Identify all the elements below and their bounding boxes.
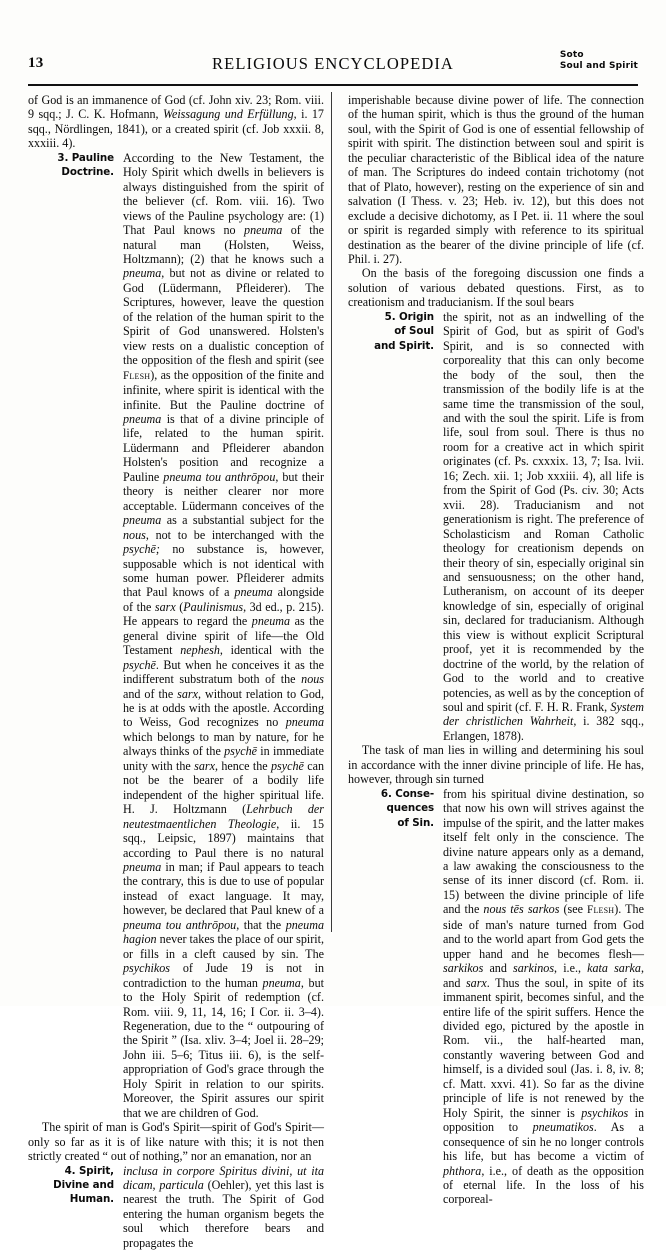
greek-term: psychē (123, 657, 156, 672)
greek-term: pneuma tou anthrōpou (163, 469, 276, 484)
greek-term: kata sarka (587, 961, 641, 976)
greek-term: phthora (443, 1163, 482, 1178)
text-run: no substance is, however, supposable which is not identical with some human power. Pfleiderer admits that Paul knows of a (123, 542, 324, 600)
text-run: , 3d ed., p. 215). He appears to regard the (123, 599, 324, 629)
greek-term: pneuma (123, 513, 162, 528)
greek-term: psychē (270, 758, 304, 773)
text-run: , i. 382 sqq., Erlangen, 1878). (443, 714, 645, 743)
text-run: , ii. 15 sqq., Leipsic, 1897) maintains that according to Paul there is no natural (123, 816, 324, 860)
text-run: in opposition to (443, 1105, 645, 1135)
greek-term: pneuma (285, 715, 324, 730)
section-4-block (28, 1120, 324, 1250)
text-run: from his spiritual divine destination, so that now his own will strives against the impulse of the spirit, and the latter makes itself felt only in the conscience. The divine nature appears only as a demand, a law awaking the consciousness to the sense of its inner discord (cf. Rom. ii. 15) between the divine principle of life and the (443, 786, 644, 917)
text-run: of Jude 19 is not in contradiction to the human (123, 961, 324, 990)
greek-term: sarx (177, 686, 198, 701)
text-run: (see (559, 902, 588, 917)
greek-term: pneuma (262, 975, 301, 990)
text-run: , but to the Holy Spirit of redemption (cf. Rom. viii. 9, 11, 14, 16; I Cor. ii. 3–4). Regeneration, due to the “ outpouring of the Spirit ” (Isa. xliv. 3–4; Joel ii. 28–29; John iii. 5–6; Titus iii. 6), is the self-appropriation of God's grace through the Holy Spirit in relation to our spirits. Moreover, the Spirit assures our spirit that we are children of God. (123, 975, 324, 1120)
text-run: . But when he conceives it as the indifferent substratum both of the (123, 657, 324, 687)
text-run: the spirit, not as an indwelling of the Spirit of God, but as spirit of God's Spirit, and is so connected with corporeality that this can only become the body of the soul, then the transmission of the bodily life is at the same time the transmission of the soul, and with the soul the spirit. Life is from life, soul from soul. There is thus no room for a creative act in which spirit originates (cf. Ps. cxxxix. 13, 7; Isa. lvii. 16; Zech. xii. 1; Job xxxiii. 4), all life is from the Spirit of God (Ps. civ. 30; Acts xvii. 28). Traducianism and not generationism is right. The preference of Scholasticism and Roman Catholic theology for creationism depends on their theory of sin, especially original sin and sensuousness; on the other hand, Lutheranism, on account of its deeper knowledge of sin, especially of original sin, declared for traducianism. Although this view is without explicit Scriptural proof, yet it is recommended by the doctrine of the world, by the relation of God to the world and to creative potencies, as well as by the conception of soul and spirit (cf. F. H. R. Frank, (443, 309, 644, 715)
text-run: ). The side of man's nature turned from God and to the world apart from God gets the upper hand and he becomes flesh— (443, 902, 644, 961)
greek-term: pneuma (244, 223, 283, 238)
running-head-entry-soto: Soto (559, 50, 584, 60)
page-number: 13 (28, 55, 44, 71)
greek-term: pneuma hagion (123, 917, 324, 947)
greek-term: sarx (194, 758, 215, 773)
sidehead-line: of Sin. (397, 816, 434, 829)
greek-term: nous (301, 672, 324, 687)
cited-work-title: System der christlichen Wahrheit (443, 700, 644, 729)
text-run: The spirit of man is God's Spirit—spirit of God's Spirit—only so far as it is of like nature with this; it is not then strictly created “ out of nothing,” nor an emanation, nor an (28, 1120, 324, 1164)
text-run: never takes the place of our spirit, or fills in a cleft caused by sin. The (123, 932, 324, 961)
cross-reference-flesh: Flesh (587, 904, 615, 917)
text-run: and of the (123, 686, 178, 701)
section-4-paragraph (123, 1164, 324, 1250)
greek-term: pneuma (123, 860, 162, 875)
sidehead-line: 5. Origin (384, 310, 434, 323)
right-column (348, 93, 644, 1207)
text-run: of the natural man (Holsten, Weiss, Holtzmann); (2) that he knows such a (123, 223, 324, 266)
header-rule (28, 84, 638, 86)
cited-work-title: Paulinismus (183, 599, 244, 614)
sidehead-line: of Soul (394, 325, 434, 338)
text-run: , i. 17 sqq., Nördlingen, 1841), or a created spirit (cf. Job xxxii. 8, xxxiii. 4). (28, 107, 324, 151)
text-run: , but not as divine or related to God (Lüdermann, Pfleiderer). The Scriptures, however, leave the question of the relation of the human spirit to the Spirit of God unanswered. Holsten's view rests on a dualistic conception of the opposition of the flesh and spirit (see (123, 266, 324, 368)
running-head (28, 52, 638, 82)
text-run: , i.e., (554, 961, 588, 976)
latin-quotation: inclusa in corpore Spiritus divini, ut ita dicam, particula (123, 1163, 324, 1192)
greek-term: pneuma (251, 614, 291, 629)
book-title: RELIGIOUS ENCYCLOPEDIA (212, 54, 454, 73)
greek-term: nous (123, 527, 146, 542)
text-run: as the general divine spirit of life—the Old Testament (123, 614, 324, 658)
paragraph-continued: imperishable because divine power of life. The connection of the human spirit, which is thus the ground of the human soul, with the Spirit of God is one of essential fellowship of spirit with spirit. The distinction between soul and spirit is the peculiar characteristic of the Biblical idea of the nature of man. The Scriptures do indeed contain trichotomy (not that of Plato, however), resting on the experience of sin and salvation (I Thess. v. 23; Heb. iv. 12), but this does not exclude a decisive dichotomy, as I Pet. ii. 11 where the soul or spirit is regarded simply with reference to its spiritual destination as the bearer of the divine principle of life (cf. Phil. i. 27). (348, 93, 644, 266)
column-divider (331, 92, 332, 932)
text-run: can not be the bearer of a bodily life independent of the higher spiritual life. H. J. Holtzmann ( (123, 758, 324, 817)
text-run: . As a consequence of sin he no longer controls his life, but has become a victim of (443, 1120, 644, 1164)
sidehead-line: and Spirit. (374, 339, 434, 352)
greek-term: psychē; (123, 542, 160, 557)
greek-term: pneuma tou anthrōpou (123, 917, 237, 932)
text-run: , identical with the (219, 643, 324, 658)
text-run: According to the New Testament, the Holy Spirit which dwells in believers is always distinguished from the spirit of the believer (cf. Rom. viii. 16). Two views of the Pauline psychology are: (1) That Paul knows no (123, 150, 324, 238)
text-run: , not to be interchanged with the (145, 527, 324, 542)
text-run: , but their theory is neither clearer nor more acceptable. Lüdermann conceives of the (123, 469, 324, 513)
greek-term: pneuma (234, 585, 273, 600)
greek-term: pneuma (123, 266, 162, 281)
greek-term: sarx (154, 599, 176, 614)
sidehead-line: 6. Conse- (380, 787, 434, 800)
greek-term: nous tēs sarkos (483, 902, 560, 917)
text-run: in man; if Paul appears to teach the contrary, this is due to use of popular instead of exact language. It may, however, be declared that Paul knew of a (123, 860, 324, 918)
cited-work-title: Lehrbuch der neutestmaentlichen Theologie (123, 802, 324, 831)
text-run: (Oehler), yet this last is nearest the truth. The Spirit of God entering the human organism begets the soul which therefore bears and propagates the (123, 1177, 324, 1250)
text-run: which belongs to man by nature, for he always thinks of the (123, 729, 324, 759)
text-run: . Thus the soul, in spite of its immanent spirit, becomes sinful, and the entire life of the spirit suffers. Hence the divided ego, pictured by the apostle in Rom. vii., the half-hearted man, constantly wavering between God and himself, is a divided soul (Jas. i. 8, iv. 8; cf. Matt. xxvi. 41). So far as the divine principle of life is not renewed by the Holy Spirit, the sinner is (443, 975, 644, 1120)
section-3-paragraph (123, 151, 324, 1120)
greek-term: pneumatikos (532, 1120, 594, 1135)
text-run: in immediate unity with the (123, 744, 324, 773)
text-run: is that of a divine principle of life, related to the human spirit. Lüdermann and Pfleiderer abandon Holsten's position and recognize a Pauline (123, 411, 324, 484)
paragraph-lead-in: The task of man lies in willing and determining his soul in accordance with the inner divine principle of life. He has, however, through sin turned (348, 743, 644, 787)
text-run: , and (443, 961, 644, 990)
text-run: ), as the opposition of the finite and infinite, where spirit is identical with the infinite. But the Pauline doctrine of (123, 367, 324, 412)
section-6-block (348, 743, 644, 1207)
text-run: , i.e., of death as the opposition of eternal life. In the loss of his corporeal- (443, 1163, 644, 1207)
running-head-entries (560, 50, 638, 72)
greek-term: psychikos (123, 961, 171, 976)
cited-work-title: Weissagung und Erfüllung (162, 107, 294, 122)
greek-term: sarx (465, 975, 487, 990)
hebrew-term: nephesh (180, 643, 220, 658)
running-head-entry-soul-and-spirit: Soul and Spirit (559, 61, 638, 71)
paragraph-spirit-of-man (28, 1120, 324, 1163)
section-5-paragraph (443, 310, 644, 744)
text-run: of God is an immanence of God (cf. John xiv. 23; Rom. viii. 9 sqq.; J. C. K. Hofmann, (28, 93, 324, 122)
sidehead-consequences-of-sin (348, 787, 434, 830)
greek-term: psychē (224, 744, 257, 759)
paragraph-lead-in: On the basis of the foregoing discussion one finds a solution of various debated questions. First, as to creationism and traducianism. If the soul bears (348, 266, 644, 310)
greek-term: sarkikos (443, 961, 484, 976)
text-run: and (483, 961, 514, 976)
sidehead-line: Divine and (53, 1178, 114, 1191)
section-5-block (348, 266, 644, 743)
sidehead-line: quences (386, 802, 434, 815)
sidehead-pauline-doctrine (28, 151, 114, 180)
section-6-paragraph (443, 787, 644, 1207)
sidehead-line: 3. Pauline (57, 151, 114, 164)
sidehead-line: Human. (69, 1193, 114, 1206)
text-run: , without relation to God, he is at odds with the apostle. According to Weiss, God recognizes no (123, 686, 324, 730)
sidehead-spirit-divine-and-human (28, 1164, 114, 1207)
greek-term: psychikos (581, 1105, 629, 1120)
sidehead-line: Doctrine. (61, 166, 114, 179)
greek-term: sarkinos (513, 961, 555, 976)
text-run: ( (175, 599, 184, 614)
text-run: as a substantial subject for the (161, 513, 324, 528)
section-3-block (28, 151, 324, 1120)
text-run: , that the (236, 917, 286, 932)
greek-term: pneuma (123, 411, 162, 426)
text-run: alongside of the (123, 585, 325, 614)
sidehead-origin-of-soul-and-spirit (348, 310, 434, 353)
left-column (28, 93, 324, 1250)
paragraph-continued (28, 93, 324, 151)
sidehead-line: 4. Spirit, (64, 1164, 114, 1177)
text-run: , hence the (214, 758, 271, 773)
cross-reference-flesh: Flesh (123, 369, 151, 382)
